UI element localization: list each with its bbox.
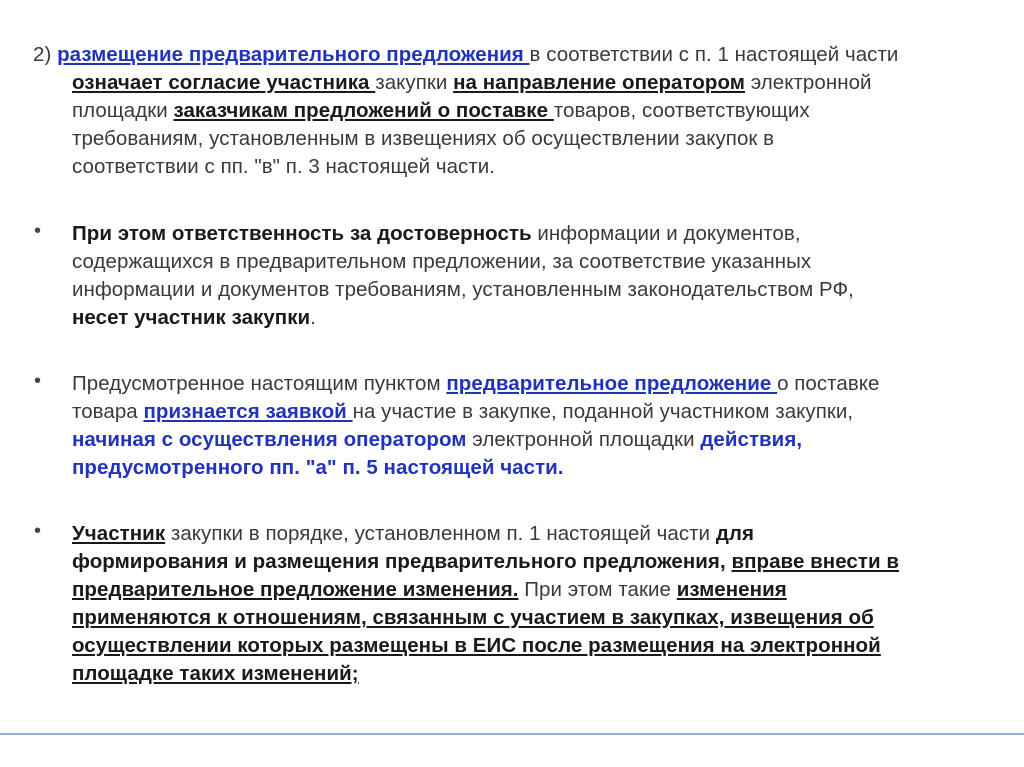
term-consent: означает согласие участника: [72, 71, 376, 94]
b3-line-3: [72, 426, 879, 454]
paragraph-responsibility: [72, 220, 854, 332]
point-number: 2): [33, 43, 52, 66]
b4-line-2: [72, 548, 899, 576]
term-placement: размещение предварительного предложения: [57, 43, 530, 66]
term-participant: несет участник закупки: [72, 306, 311, 329]
p1-line-2: [33, 69, 898, 97]
b4-line-4: применяются к отношениям, связанным с участием в закупках, извещения об: [72, 606, 874, 629]
term-changes: предварительное предложение изменения.: [72, 578, 519, 601]
text: площадки: [72, 99, 174, 122]
text: в соответствии с п. 1 настоящей части: [529, 43, 899, 66]
text: товаров, соответствующих: [553, 99, 810, 122]
p1-line-3: [33, 97, 898, 125]
bullet-icon: •: [34, 220, 42, 242]
text: .: [310, 306, 316, 329]
term-action: действия,: [700, 428, 803, 451]
term-responsibility: При этом ответственность за достоверность: [72, 222, 532, 245]
text: на участие в закупке, поданной участником закупки,: [352, 400, 854, 423]
bullet-icon: •: [34, 520, 42, 542]
term-right: вправе внести в: [731, 550, 899, 573]
p1-line-1: [33, 41, 898, 69]
b4-line-6: площадке таких изменений;: [72, 662, 359, 685]
text: товара: [72, 400, 144, 423]
bottom-divider: [0, 733, 1024, 735]
text: При этом такие: [518, 578, 677, 601]
b4-line-3: [72, 576, 899, 604]
bullet-icon: •: [34, 370, 42, 392]
paragraph-changes: [72, 520, 899, 688]
b2-line-3: информации и документов требованиям, установленным законодательством РФ,: [72, 278, 854, 301]
b4-line-1: [72, 520, 899, 548]
b4-line-5: осуществлении которых размещены в ЕИС после размещения на электронной: [72, 634, 881, 657]
term-starting: начиная с осуществления оператором: [72, 428, 467, 451]
p1-line-5: соответствии с пп. "в" п. 3 настоящей части.: [72, 155, 496, 178]
b2-line-4: [72, 304, 854, 332]
term-changes-2: изменения: [676, 578, 787, 601]
text-bold: формирования и размещения предварительного предложения,: [72, 550, 732, 573]
b3-line-2: [72, 398, 879, 426]
text: закупки: [375, 71, 454, 94]
b3-line-4: предусмотренного пп. "а" п. 5 настоящей части.: [72, 456, 564, 479]
text: электронной площадки: [466, 428, 701, 451]
b2-line-1: [72, 220, 854, 248]
text: о поставке: [777, 372, 880, 395]
term-participant: Участник: [72, 522, 166, 545]
text: Предусмотренное настоящим пунктом: [72, 372, 447, 395]
b3-line-1: [72, 370, 879, 398]
paragraph-point-2: [33, 41, 898, 181]
b2-line-2: содержащихся в предварительном предложении, за соответствие указанных: [72, 250, 812, 273]
text-bold: для: [715, 522, 754, 545]
text: электронной: [744, 71, 872, 94]
term-application: признается заявкой: [143, 400, 353, 423]
p1-line-4: требованиям, установленным в извещениях об осуществлении закупок в: [72, 127, 775, 150]
paragraph-preliminary-offer: [72, 370, 879, 482]
term-customers: заказчикам предложений о поставке: [173, 99, 554, 122]
term-preliminary-offer: предварительное предложение: [446, 372, 778, 395]
text: закупки в порядке, установленном п. 1 настоящей части: [165, 522, 716, 545]
text: информации и документов,: [531, 222, 801, 245]
term-direction: на направление оператором: [453, 71, 745, 94]
